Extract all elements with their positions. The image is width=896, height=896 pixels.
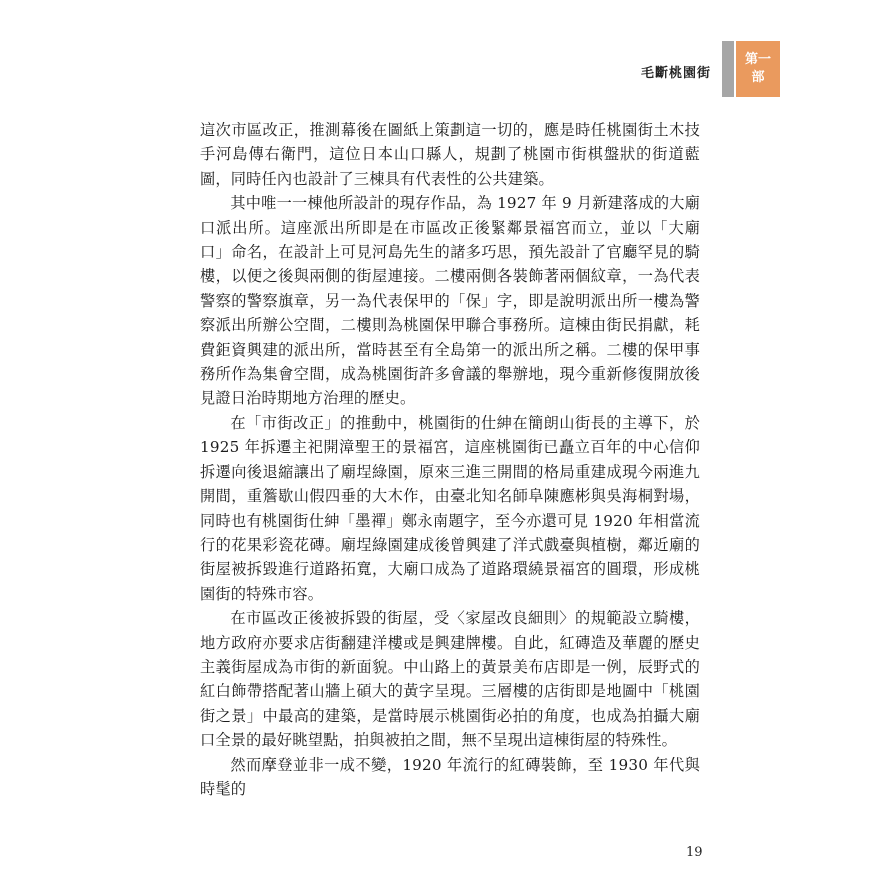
running-title: 毛斷桃園街	[640, 66, 711, 81]
paragraph: 這次市區改正，推測幕後在圖紙上策劃這一切的，應是時任桃園街土木技手河島傳右衛門，這位日本山口縣人，規劃了桃園市街棋盤狀的街道藍圖，同時任內也設計了三棟具有代表性的公共建築。	[200, 121, 700, 188]
paragraph: 在「市街改正」的推動中，桃園街的仕紳在簡朗山街長的主導下，於 1925 年拆遷主祀開漳聖王的景福宮，這座桃園街已矗立百年的中心信仰拆遷向後退縮讓出了廟埕綠園，原來三進三開間的格局重建成現今兩進九開間，重簷歇山假四垂的大木作，由臺北知名師阜陳應彬與吳海桐對場，同時也有桃園街仕紳「墨禪」鄭永南題字，至今亦還可見 1920 年相當流行的花果彩瓷花磚。廟埕綠園建成後曾興建了洋式戲臺與植樹，鄰近廟的街屋被拆毀進行道路拓寬，大廟口成為了道路環繞景福宮的圓環，形成桃園街的特殊市容。	[200, 413, 700, 603]
body-text	[200, 118, 700, 801]
paragraph: 然而摩登並非一成不變，1920 年流行的紅磚裝飾，至 1930 年代與時髦的	[200, 755, 700, 798]
paragraph: 在市區改正後被拆毀的街屋，受〈家屋改良細則〉的規範設立騎樓，地方政府亦要求店街翻建洋樓或是興建牌樓。自此，紅磚造及華麗的歷史主義街屋成為市街的新面貌。中山路上的黃景美布店即是一例，辰野式的紅白飾帶搭配著山牆上碩大的黃字呈現。三層樓的店街即是地圖中「桃園街之景」中最高的建築，是當時展示桃園街必拍的角度，也成為拍攝大廟口全景的最好眺望點，拍與被拍之間，無不呈現出這棟街屋的特殊性。	[200, 609, 700, 750]
paragraph: 其中唯一一棟他所設計的現存作品，為 1927 年 9 月新建落成的大廟口派出所。這座派出所即是在市區改正後緊鄰景福宮而立，並以「大廟口」命名，在設計上可見河島先生的諸多巧思，預先設計了官廳罕見的騎樓，以便之後與兩側的街屋連接。二樓兩側各裝飾著兩個紋章，一為代表警察的警察旗章，另一為代表保甲的「保」字，即是說明派出所一樓為警察派出所辦公空間，二樓則為桃園保甲聯合事務所。這棟由街民捐獻，耗費鉅資興建的派出所，當時甚至有全島第一的派出所之稱。二樓的保甲事務所作為集會空間，成為桃園街許多會議的舉辦地，現今重新修復開放後見證日治時期地方治理的歷史。	[200, 194, 700, 408]
page-number: 19	[686, 845, 703, 860]
part-tab	[736, 41, 780, 97]
part-tab-label: 第一部	[744, 52, 771, 85]
chapter-marker-bar	[722, 41, 734, 97]
